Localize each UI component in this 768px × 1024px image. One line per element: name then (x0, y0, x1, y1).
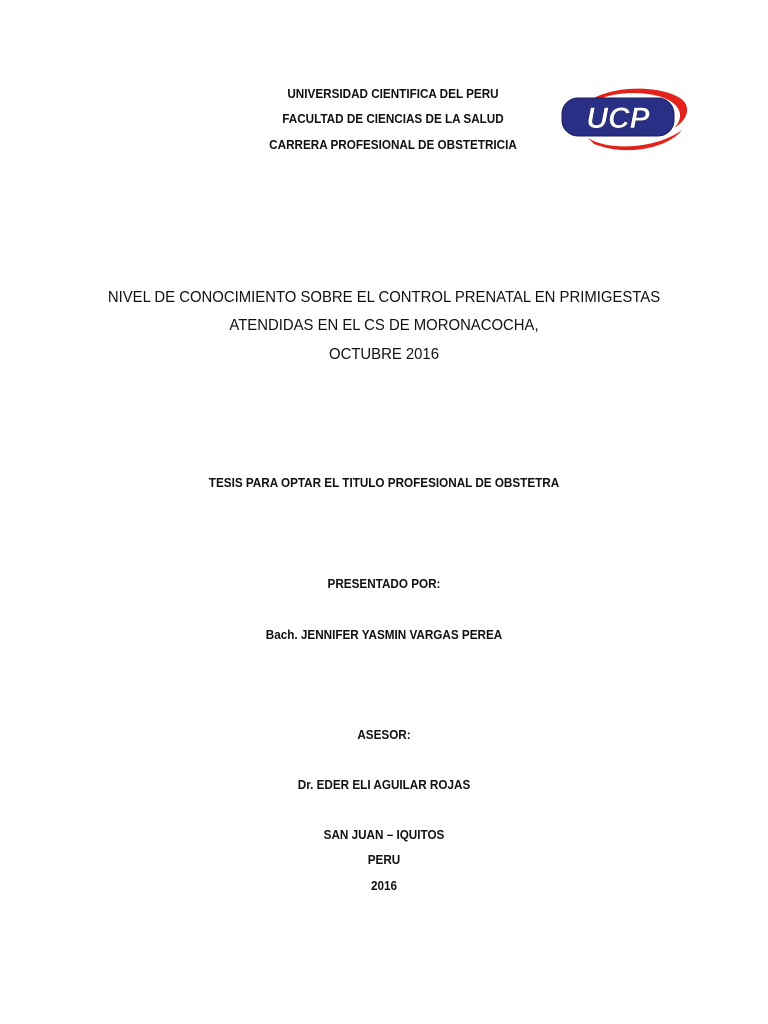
ucp-logo (554, 76, 690, 152)
presented-by-label: PRESENTADO POR: (327, 576, 441, 591)
thesis-title-line-2: ATENDIDAS EN EL CS DE MORONACOCHA, (229, 317, 539, 334)
thesis-title-line-3: OCTUBRE 2016 (328, 346, 439, 363)
location-city: SAN JUAN – IQUITOS (323, 827, 445, 842)
career-name: CARRERA PROFESIONAL DE OBSTETRICIA (269, 137, 517, 152)
logo-text: UCP (586, 102, 650, 135)
thesis-title-line-1: NIVEL DE CONOCIMIENTO SOBRE EL CONTROL PRENATAL EN PRIMIGESTAS (107, 289, 661, 306)
document-year: 2016 (370, 878, 398, 893)
university-name: UNIVERSIDAD CIENTIFICA DEL PERU (287, 86, 499, 101)
advisor-label: ASESOR: (357, 727, 411, 742)
location-country: PERU (367, 852, 401, 867)
advisor-name: Dr. EDER ELI AGUILAR ROJAS (297, 777, 471, 792)
faculty-name: FACULTAD DE CIENCIAS DE LA SALUD (282, 111, 504, 126)
author-name: Bach. JENNIFER YASMIN VARGAS PEREA (265, 627, 503, 642)
thesis-purpose: TESIS PARA OPTAR EL TITULO PROFESIONAL DE OBSTETRA (208, 475, 560, 490)
